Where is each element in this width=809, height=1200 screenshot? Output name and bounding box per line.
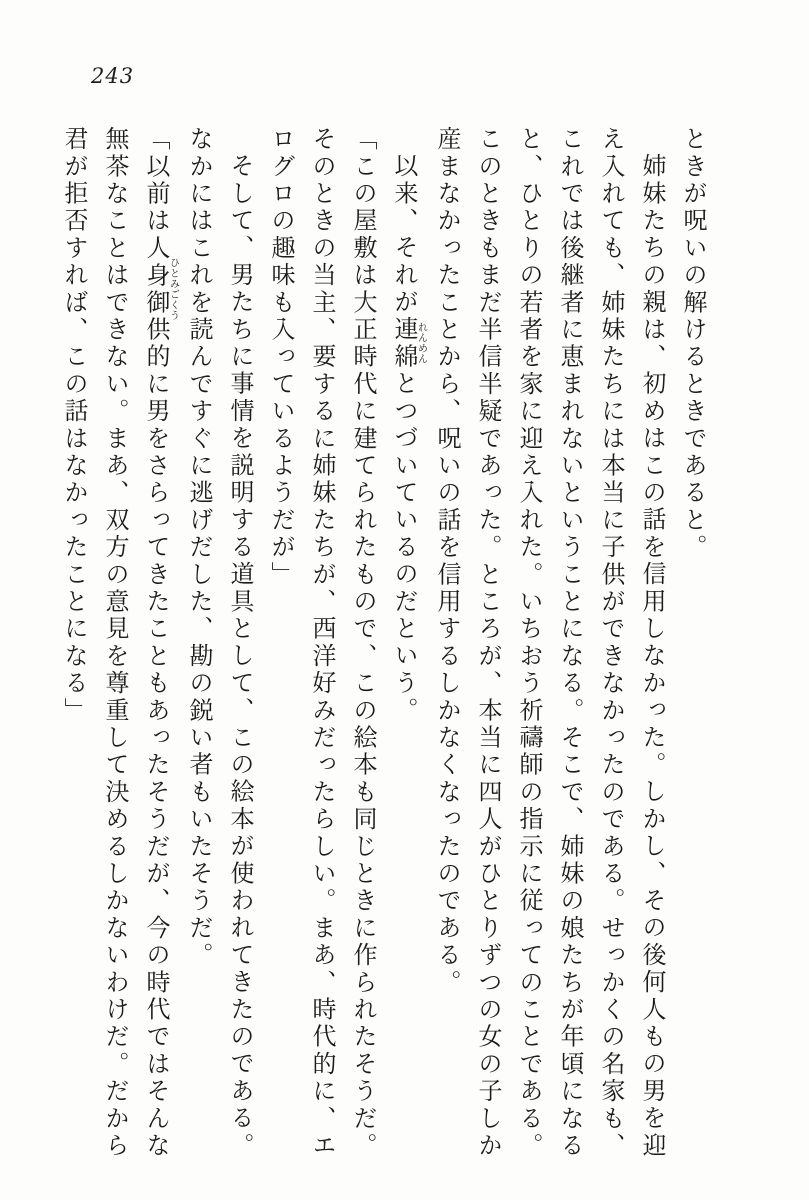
text-block — [53, 126, 713, 1166]
paragraph: ときが呪いの解けるときであると。 — [679, 126, 707, 562]
ruby-annotated-word: 人身御供ひとみごくう — [142, 234, 179, 344]
paragraph: 「以前は人身御供ひとみごくう的に男をさらってきたこともあったそうだが、今の時代ではそんな無茶なことはできない。まあ、双方の意見を尊重して決めるしかないわけだ。だから君が拒否すれば、この話はなかったことになる」 — [60, 126, 179, 1160]
furigana: れんめん — [415, 316, 427, 371]
paragraph: 姉妹たちの親は、初めはこの話を信用しなかった。しかし、その後何人もの男を迎え入れても、姉妹たちには本当に子供ができなかったのである。せっかくの名家も、これでは後継者に恵まれないということになる。そこで、姉妹の娘たちが年頃になると、ひとりの若者を家に迎え入れた。いちおう祈禱師の指示に従ってのことである。このときもまだ半信半疑であった。ところが、本当に四人がひとりずつの女の子しか産まなかったことから、呪いの話を信用するしかなくなったのである。 — [433, 126, 666, 1160]
paragraph: 「この屋敷は大正時代に建てられたもので、この絵本も同じときに作られたそうだ。そのときの当主、要するに姉妹たちが、西洋好みだったらしい。まあ、時代的に、エログロの趣味も入っているようだが」 — [267, 126, 377, 1160]
page-number: 243 — [91, 64, 135, 88]
paragraph: 以来、それが連綿れんめんとつづいているのだという。 — [390, 153, 427, 725]
paragraph: そして、男たちに事情を説明する道具として、この絵本が使われてきたのである。なかにはこれを読んですぐに逃げだした、勘の鋭い者もいたそうだ。 — [185, 126, 254, 1160]
furigana: ひとみごくう — [167, 234, 179, 344]
ruby-annotated-word: 連綿れんめん — [390, 316, 427, 371]
